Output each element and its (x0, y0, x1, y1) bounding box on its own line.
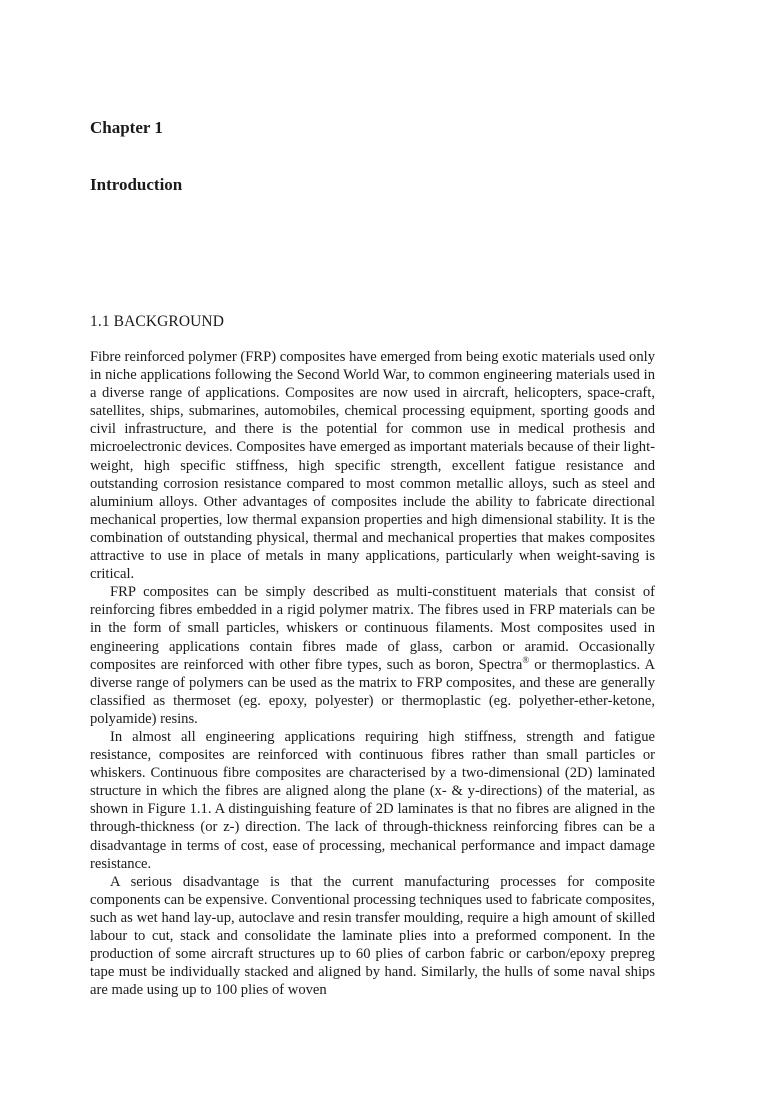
paragraph-2 (90, 583, 655, 728)
paragraph-3: In almost all engineering applications requiring high stiffness, strength and fatigue resistance, composites are reinforced with continuous fibres rather than small particles or whiskers. Continuous fibre composites are characterised by a two-dimensional (2D) laminated structure in which the fibres are aligned along the plane (x- & y-directions) of the material, as shown in Figure 1.1. A distinguishing feature of 2D laminates is that no fibres are aligned in the through-thickness (or z-) direction. The lack of through-thickness reinforcing fibres can be a disadvantage in terms of cost, ease of processing, mechanical performance and impact damage resistance. (90, 728, 655, 872)
chapter-title: Introduction (90, 175, 183, 194)
registered-mark: ® (522, 654, 530, 665)
paragraph-1: Fibre reinforced polymer (FRP) composites have emerged from being exotic materials used only in niche applications following the Second World War, to common engineering materials used in a diverse range of applications. Composites are now used in aircraft, helicopters, space-craft, satellites, ships, submarines, automobiles, chemical processing equipment, sporting goods and civil infrastructure, and there is the potential for common use in medical prothesis and microelectronic devices. Composites have emerged as important materials because of their light-weight, high specific stiffness, high specific strength, excellent fatigue resistance and outstanding corrosion resistance compared to most common metallic alloys, such as steel and aluminium alloys. Other advantages of composites include the ability to fabricate directional mechanical properties, low thermal expansion properties and high dimensional stability. It is the combination of outstanding physical, thermal and mechanical properties that makes composites attractive to use in place of metals in many applications, particularly when weight-saving is critical. (90, 349, 655, 583)
section-heading: 1.1 BACKGROUND (90, 313, 225, 330)
paragraph-2-part-2: or thermoplastics. A diverse range of polymers can be used as the matrix to FRP composites, and these are generally classified as thermoset (eg. epoxy, polyester) or thermoplastic (eg. polyether-ether-ketone, polyamide) resins. (90, 656, 655, 727)
paragraph-4: A serious disadvantage is that the current manufacturing processes for composite components can be expensive. Conventional processing techniques used to fabricate composites, such as wet hand lay-up, autoclave and resin transfer moulding, require a high amount of skilled labour to cut, stack and consolidate the laminate plies into a preformed component. In the production of some aircraft structures up to 60 plies of carbon fabric or carbon/epoxy prepreg tape must be individually stacked and aligned by hand. Similarly, the hulls of some naval ships are made using up to 100 plies of woven (90, 873, 655, 999)
body-text (90, 348, 655, 999)
paragraph-2-part-1: FRP composites can be simply described as multi-constituent materials that consist of reinforcing fibres embedded in a rigid polymer matrix. The fibres used in FRP materials can be in the form of small particles, whiskers or continuous filaments. Most composites used in engineering applications contain fibres made of glass, carbon or aramid. Occasionally composites are reinforced with other fibre types, such as boron, Spectra (90, 584, 655, 673)
chapter-number: Chapter 1 (90, 118, 163, 137)
